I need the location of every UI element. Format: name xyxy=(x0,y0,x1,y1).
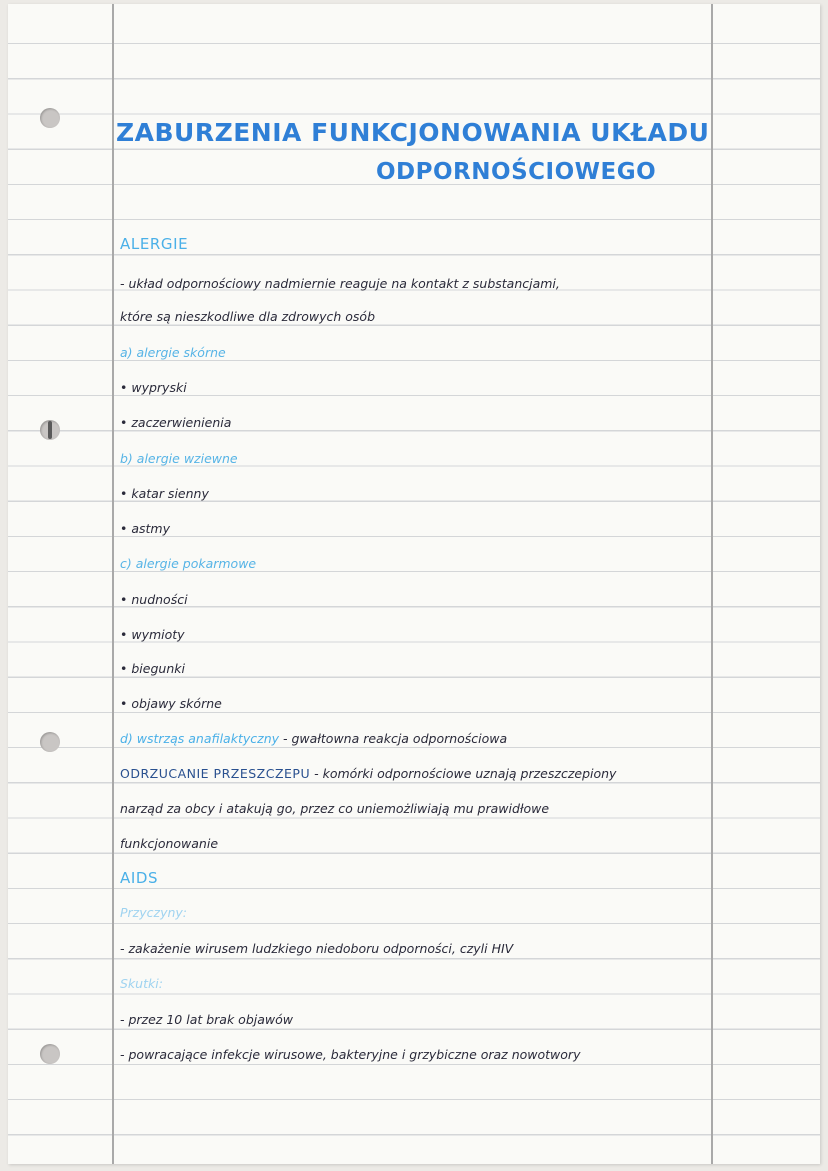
przeszczep-text-line-2: narząd za obcy i atakują go, przez co uniemożliwiają mu prawidłowe xyxy=(120,801,550,816)
alergie-d-label: d) wstrząs anafilaktyczny xyxy=(120,731,280,746)
alergie-a-item: • zaczerwienienia xyxy=(120,415,231,430)
alergie-c-item: • nudności xyxy=(120,592,188,607)
right-margin-line xyxy=(711,4,713,1164)
punch-hole-3 xyxy=(40,732,60,752)
aids-effect-2: - powracające infekcje wirusowe, bakteryjne i grzybiczne oraz nowotwory xyxy=(120,1047,581,1062)
alergie-c-item: • wymioty xyxy=(120,627,185,642)
alergie-d-text: - gwałtowna reakcja odpornościowa xyxy=(283,731,508,746)
alergie-b-item: • astmy xyxy=(120,521,170,536)
przeszczep-text-line-1: - komórki odpornościowe uznają przeszczepiony xyxy=(314,766,617,781)
punch-hole-1 xyxy=(40,108,60,128)
aids-causes-label: Przyczyny: xyxy=(120,905,187,920)
alergie-c-item: • biegunki xyxy=(120,661,185,676)
left-margin-line xyxy=(112,4,114,1164)
alergie-b-item: • katar sienny xyxy=(120,486,209,501)
aids-cause-1: - zakażenie wirusem ludzkiego niedoboru odporności, czyli HIV xyxy=(120,941,514,956)
notebook-page xyxy=(8,4,820,1164)
aids-effect-1: - przez 10 lat brak objawów xyxy=(120,1012,293,1027)
alergie-def-line-1: - układ odpornościowy nadmiernie reaguje na kontakt z substancjami, xyxy=(120,276,560,291)
aids-heading: AIDS xyxy=(120,869,159,887)
alergie-def-line-2: które są nieszkodliwe dla zdrowych osób xyxy=(120,309,376,324)
przeszczep-heading: ODRZUCANIE PRZESZCZEPU xyxy=(120,766,311,781)
przeszczep-row xyxy=(120,766,616,781)
title-line-2: ODPORNOŚCIOWEGO xyxy=(376,159,657,185)
alergie-c-label: c) alergie pokarmowe xyxy=(120,556,257,571)
alergie-b-label: b) alergie wziewne xyxy=(120,451,238,466)
aids-effects-label: Skutki: xyxy=(120,976,163,991)
alergie-d-row xyxy=(120,731,507,746)
punch-hole-4 xyxy=(40,1044,60,1064)
alergie-c-item: • objawy skórne xyxy=(120,696,222,711)
przeszczep-text-line-3: funkcjonowanie xyxy=(120,836,219,851)
alergie-a-item: • wypryski xyxy=(120,380,187,395)
title-line-1: ZABURZENIA FUNKCJONOWANIA UKŁADU xyxy=(116,118,710,147)
punch-hole-2 xyxy=(40,420,60,440)
alergie-heading: ALERGIE xyxy=(120,235,189,253)
alergie-a-label: a) alergie skórne xyxy=(120,345,226,360)
